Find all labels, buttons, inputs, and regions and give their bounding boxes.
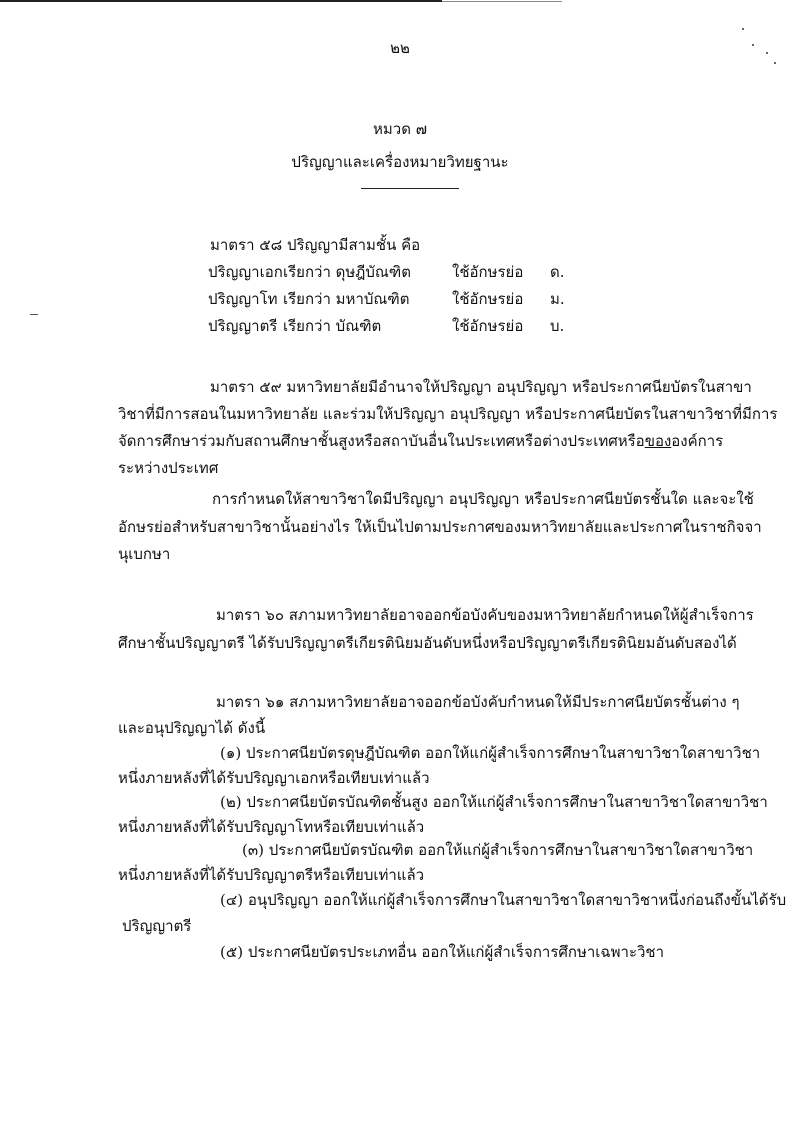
section-61-line: หนึ่งภายหลังที่ได้รับปริญญาเอกหรือเทียบเท่าแล้ว xyxy=(118,769,430,787)
section-61-line: มาตรา ๖๑ สภามหาวิทยาลัยอาจออกข้อบังคับกำหนดให้มีประกาศนียบัตรชั้นต่าง ๆ xyxy=(216,693,740,711)
scan-edge-mark xyxy=(0,0,442,2)
degree-called: เรียกว่า บัณฑิต xyxy=(283,317,382,335)
section-61-line: หนึ่งภายหลังที่ได้รับปริญญาโทหรือเทียบเท่าแล้ว xyxy=(118,818,425,836)
section-61-item: (๕) ประกาศนียบัตรประเภทอื่น ออกให้แก่ผู้สำเร็จการศึกษาเฉพาะวิชา xyxy=(220,943,665,961)
scan-speck xyxy=(30,314,38,315)
degree-called: เรียกว่า ดุษฎีบัณฑิต xyxy=(283,263,411,281)
degree-abbr: บ. xyxy=(550,317,565,335)
section-60-line: มาตรา ๖๐ สภามหาวิทยาลัยอาจออกข้อบังคับของมหาวิทยาลัยกำหนดให้ผู้สำเร็จการ xyxy=(216,606,754,624)
section-59-text: องค์การ xyxy=(671,432,724,450)
section-61-line: หนึ่งภายหลังที่ได้รับปริญญาตรีหรือเทียบเท่าแล้ว xyxy=(118,866,425,884)
section-59-line xyxy=(118,429,723,453)
section-59-line: การกำหนดให้สาขาวิชาใดมีปริญญา อนุปริญญา หรือประกาศนียบัตรชั้นใด และจะใช้ xyxy=(212,490,754,508)
degree-abbr-label: ใช้อักษรย่อ xyxy=(452,290,524,308)
section-61-line: ปริญญาตรี xyxy=(122,917,192,935)
degree-level: ปริญญาเอก xyxy=(208,263,283,281)
section-59-line: นุเบกษา xyxy=(118,545,171,563)
degree-called: เรียกว่า มหาบัณฑิต xyxy=(283,290,410,308)
section-61-line: และอนุปริญญาได้ ดังนี้ xyxy=(118,719,266,737)
section-61-item: (๔) อนุปริญญา ออกให้แก่ผู้สำเร็จการศึกษาในสาขาวิชาใดสาขาวิชาหนึ่งก่อนถึงขั้นได้รับ xyxy=(220,891,787,909)
section-59-line: มาตรา ๕๙ มหาวิทยาลัยมีอำนาจให้ปริญญา อนุปริญญา หรือประกาศนียบัตรในสาขา xyxy=(210,378,752,396)
section-59-line: ระหว่างประเทศ xyxy=(118,459,219,477)
section-61-item: (๓) ประกาศนียบัตรบัณฑิต ออกให้แก่ผู้สำเร็จการศึกษาในสาขาวิชาใดสาขาวิชา xyxy=(242,841,754,859)
page-number: ๒๒ xyxy=(390,39,410,57)
section-60-line: ศึกษาชั้นปริญญาตรี ได้รับปริญญาตรีเกียรตินิยมอันดับหนึ่งหรือปริญญาตรีเกียรตินิยมอันดับสองได้ xyxy=(118,634,737,652)
section-61-item: (๑) ประกาศนียบัตรดุษฎีบัณฑิต ออกให้แก่ผู้สำเร็จการศึกษาในสาขาวิชาใดสาขาวิชา xyxy=(220,744,761,762)
section-58-intro: มาตรา ๕๘ ปริญญามีสามชั้น คือ xyxy=(210,236,421,254)
scan-speck xyxy=(774,62,776,64)
degree-abbr-label: ใช้อักษรย่อ xyxy=(452,263,524,281)
title-divider xyxy=(361,188,459,189)
degree-abbr: ม. xyxy=(550,290,565,308)
degree-level: ปริญญาตรี xyxy=(208,317,278,335)
degree-abbr-label: ใช้อักษรย่อ xyxy=(452,317,524,335)
section-59-line: วิชาที่มีการสอนในมหาวิทยาลัย และร่วมให้ปริญญา อนุปริญญา หรือประกาศนียบัตรในสาขาวิชาที่มีการ xyxy=(118,405,778,423)
chapter-heading: หมวด ๗ xyxy=(373,120,427,138)
scan-speck xyxy=(742,28,744,30)
underlined-word: ของ xyxy=(644,432,672,450)
degree-abbr: ด. xyxy=(550,263,565,281)
chapter-title: ปริญญาและเครื่องหมายวิทยฐานะ xyxy=(291,153,509,171)
degree-level: ปริญญาโท xyxy=(208,290,278,308)
section-59-line: อักษรย่อสำหรับสาขาวิชานั้นอย่างไร ให้เป็นไปตามประกาศของมหาวิทยาลัยและประกาศในราชกิจจา xyxy=(118,518,762,536)
section-61-item: (๒) ประกาศนียบัตรบัณฑิตชั้นสูง ออกให้แก่ผู้สำเร็จการศึกษาในสาขาวิชาใดสาขาวิชา xyxy=(220,793,768,811)
section-59-text: จัดการศึกษาร่วมกับสถานศึกษาชั้นสูงหรือสถาบันอื่นในประเทศหรือต่างประเทศหรือ xyxy=(118,432,645,450)
scan-edge-mark xyxy=(442,1,562,2)
